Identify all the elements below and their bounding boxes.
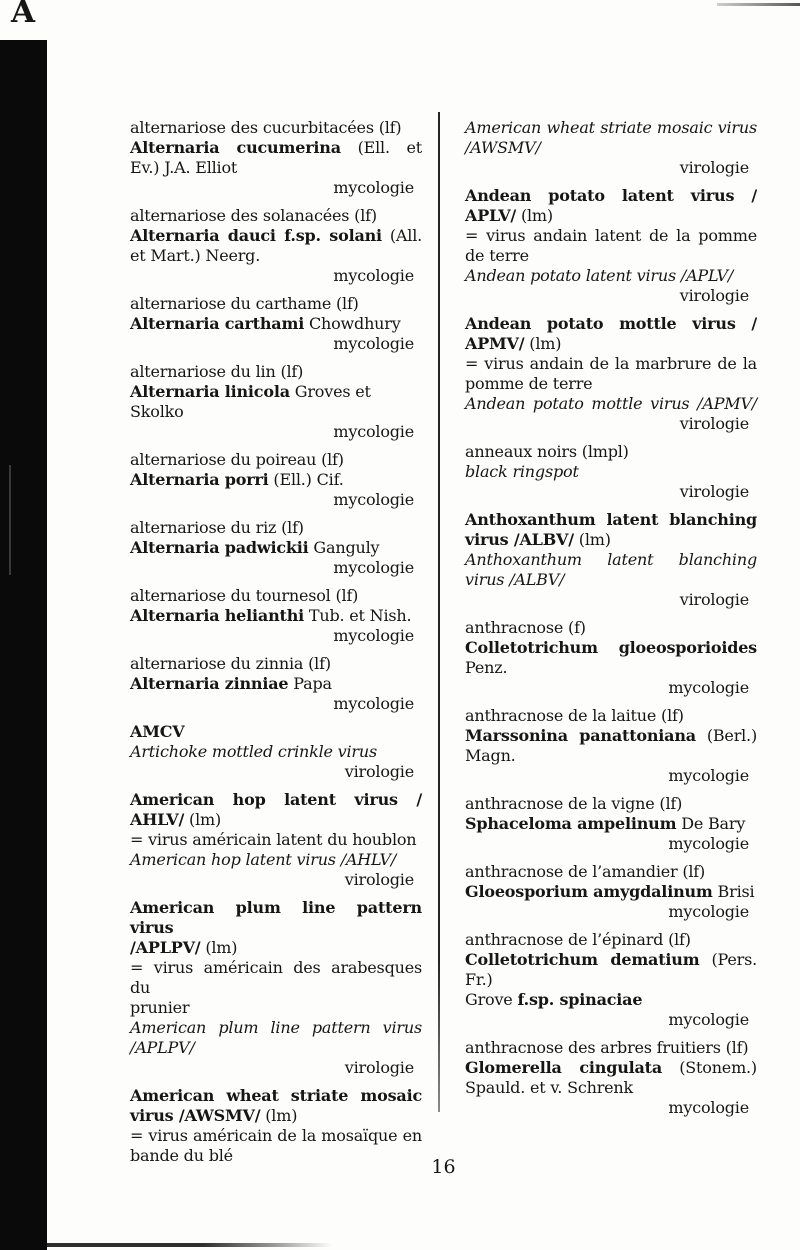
entry-text-line bbox=[465, 570, 757, 590]
text-segment: mycologie bbox=[333, 558, 414, 577]
text-segment: virologie bbox=[679, 414, 749, 433]
entry-text-line bbox=[465, 226, 757, 246]
text-segment: prunier bbox=[130, 998, 190, 1017]
text-segment: anthracnose des arbres fruitiers (lf) bbox=[465, 1038, 749, 1057]
entry-text-line bbox=[130, 470, 422, 490]
dictionary-entry bbox=[130, 362, 422, 442]
entry-field-label bbox=[465, 286, 757, 306]
text-segment: alternariose des solanacées (lf) bbox=[130, 206, 377, 225]
text-segment: AMCV bbox=[130, 722, 185, 741]
text-segment: Alternaria padwickii bbox=[130, 538, 309, 557]
text-segment: et Mart.) Neerg. bbox=[130, 246, 261, 265]
text-segment: mycologie bbox=[668, 902, 749, 921]
entry-field-label bbox=[130, 178, 422, 198]
text-segment: Tub. et Nish. bbox=[304, 606, 412, 625]
text-segment: American hop latent virus / bbox=[130, 790, 422, 809]
text-segment: (lm) bbox=[524, 334, 562, 353]
text-segment: (lm) bbox=[184, 810, 222, 829]
text-segment: alternariose du zinnia (lf) bbox=[130, 654, 331, 673]
text-segment: virologie bbox=[679, 482, 749, 501]
page-number: 16 bbox=[431, 1156, 456, 1178]
text-segment: anthracnose de la laitue (lf) bbox=[465, 706, 684, 725]
entry-text-line bbox=[465, 462, 757, 482]
text-segment: American plum line pattern virus bbox=[130, 898, 422, 937]
text-segment: Glomerella cingulata bbox=[465, 1058, 663, 1077]
entry-text-line bbox=[465, 862, 757, 882]
text-segment: mycologie bbox=[333, 626, 414, 645]
text-segment: Andean potato mottle virus /APMV/ bbox=[465, 394, 757, 413]
entry-field-label bbox=[130, 334, 422, 354]
text-segment: de terre bbox=[465, 246, 529, 265]
text-segment: mycologie bbox=[668, 1010, 749, 1029]
entry-text-line bbox=[465, 618, 757, 638]
text-segment: virologie bbox=[344, 1058, 414, 1077]
entry-text-line bbox=[465, 638, 757, 658]
text-segment: (Pers. Fr.) bbox=[465, 950, 758, 989]
entry-text-line bbox=[465, 726, 757, 746]
text-segment: Gloeosporium amygdalinum bbox=[465, 882, 713, 901]
entry-field-label bbox=[130, 1058, 422, 1078]
text-segment: virologie bbox=[679, 590, 749, 609]
dictionary-entry bbox=[130, 118, 422, 198]
text-segment: mycologie bbox=[668, 678, 749, 697]
text-segment: virologie bbox=[344, 870, 414, 889]
entry-text-line bbox=[130, 294, 422, 314]
dictionary-entry bbox=[130, 1086, 422, 1166]
entry-text-line bbox=[130, 246, 422, 266]
binding-shadow-bar bbox=[0, 40, 47, 1250]
entry-text-line bbox=[130, 538, 422, 558]
text-segment: Alternaria dauci f.sp. solani bbox=[130, 226, 382, 245]
text-segment: anneaux noirs (lmpl) bbox=[465, 442, 629, 461]
text-segment: virologie bbox=[679, 286, 749, 305]
text-segment: virus /ALBV/ bbox=[465, 570, 565, 589]
entry-text-line bbox=[130, 158, 422, 178]
entry-field-label bbox=[130, 558, 422, 578]
text-segment: Alternaria helianthi bbox=[130, 606, 305, 625]
dictionary-entry bbox=[130, 654, 422, 714]
text-segment: Colletotrichum gloeosporioides bbox=[465, 638, 757, 657]
text-segment: (lm) bbox=[573, 530, 611, 549]
dictionary-entry bbox=[130, 206, 422, 286]
text-segment: Marssonina panattoniana bbox=[465, 726, 696, 745]
text-segment: mycologie bbox=[668, 1098, 749, 1117]
text-segment: Sphaceloma ampelinum bbox=[465, 814, 677, 833]
text-segment: De Bary bbox=[676, 814, 746, 833]
text-segment: Andean potato mottle virus / bbox=[465, 314, 757, 333]
text-segment: American wheat striate mosaic bbox=[130, 1086, 422, 1105]
text-segment: mycologie bbox=[333, 178, 414, 197]
entry-field-label bbox=[130, 422, 422, 442]
dictionary-entry bbox=[465, 442, 757, 502]
entry-text-line bbox=[465, 990, 757, 1010]
entry-text-line bbox=[130, 674, 422, 694]
text-segment: (All. bbox=[381, 226, 422, 245]
entry-text-line bbox=[130, 898, 422, 938]
entry-text-line bbox=[465, 706, 757, 726]
entry-text-line bbox=[465, 138, 757, 158]
entry-text-line bbox=[130, 810, 422, 830]
entry-text-line bbox=[465, 334, 757, 354]
text-segment: Anthoxanthum latent blanching bbox=[465, 510, 757, 529]
text-segment: Anthoxanthum latent blanching bbox=[465, 550, 757, 569]
text-segment: = virus andain de la marbrure de la bbox=[465, 354, 757, 373]
entry-field-label bbox=[130, 626, 422, 646]
entry-field-label bbox=[465, 678, 757, 698]
entry-text-line bbox=[465, 1078, 757, 1098]
entry-text-line bbox=[130, 998, 422, 1018]
text-segment: (lm) bbox=[200, 938, 238, 957]
entry-text-line bbox=[130, 1018, 422, 1038]
entry-text-line bbox=[130, 958, 422, 998]
dictionary-entry bbox=[465, 1038, 757, 1118]
entry-field-label bbox=[130, 490, 422, 510]
entry-text-line bbox=[465, 186, 757, 206]
column-divider-rule bbox=[438, 112, 440, 1112]
text-segment: = virus américain latent du houblon bbox=[130, 830, 417, 849]
text-segment: Penz. bbox=[465, 658, 508, 677]
text-segment: APMV/ bbox=[465, 334, 525, 353]
entry-field-label bbox=[465, 834, 757, 854]
text-segment: (lm) bbox=[516, 206, 553, 225]
text-segment: virus /AWSMV/ bbox=[130, 1106, 261, 1125]
text-segment: mycologie bbox=[333, 334, 414, 353]
entry-text-line bbox=[465, 118, 757, 138]
dictionary-entry bbox=[465, 118, 757, 178]
text-segment: alternariose du carthame (lf) bbox=[130, 294, 359, 313]
entry-text-line bbox=[130, 314, 422, 334]
text-segment: Spauld. et v. Schrenk bbox=[465, 1078, 634, 1097]
text-segment: Andean potato latent virus / bbox=[465, 186, 757, 205]
dictionary-entry bbox=[130, 518, 422, 578]
entry-text-line bbox=[130, 206, 422, 226]
text-segment: /APLPV/ bbox=[130, 1038, 195, 1057]
text-segment: (Ell.) Cif. bbox=[268, 470, 344, 489]
text-segment: alternariose des cucurbitacées (lf) bbox=[130, 118, 402, 137]
text-segment: Alternaria porri bbox=[130, 470, 269, 489]
entry-text-line bbox=[465, 930, 757, 950]
text-segment: bande du blé bbox=[130, 1146, 233, 1165]
text-segment: Chowdhury bbox=[304, 314, 401, 333]
entry-text-line bbox=[130, 138, 422, 158]
dictionary-entry bbox=[130, 790, 422, 890]
dictionary-entry bbox=[130, 722, 422, 782]
dictionary-entry bbox=[465, 862, 757, 922]
entry-text-line bbox=[465, 266, 757, 286]
text-segment: mycologie bbox=[333, 422, 414, 441]
text-segment: Artichoke mottled crinkle virus bbox=[130, 742, 377, 761]
entry-text-line bbox=[465, 314, 757, 334]
text-segment: Ev.) J.A. Elliot bbox=[130, 158, 238, 177]
entry-field-label bbox=[465, 414, 757, 434]
text-segment: Alternaria cucumerina bbox=[130, 138, 341, 157]
entry-text-line bbox=[130, 742, 422, 762]
text-segment: Papa bbox=[288, 674, 332, 693]
text-segment: mycologie bbox=[333, 266, 414, 285]
text-segment: mycologie bbox=[668, 766, 749, 785]
entry-text-line bbox=[130, 722, 422, 742]
dictionary-column-left bbox=[130, 118, 422, 1174]
entry-text-line bbox=[465, 746, 757, 766]
entry-text-line bbox=[465, 530, 757, 550]
text-segment: AHLV/ bbox=[130, 810, 185, 829]
text-segment: alternariose du riz (lf) bbox=[130, 518, 304, 537]
text-segment: /APLPV/ bbox=[130, 938, 201, 957]
text-segment: Alternaria linicola bbox=[130, 382, 290, 401]
entry-text-line bbox=[465, 814, 757, 834]
text-segment: virus /ALBV/ bbox=[465, 530, 574, 549]
dictionary-entry bbox=[465, 706, 757, 786]
text-segment: virologie bbox=[344, 762, 414, 781]
text-segment: anthracnose de l’épinard (lf) bbox=[465, 930, 691, 949]
entry-text-line bbox=[465, 1038, 757, 1058]
dictionary-entry bbox=[130, 450, 422, 510]
entry-field-label bbox=[130, 762, 422, 782]
text-segment: American hop latent virus /AHLV/ bbox=[130, 850, 397, 869]
dictionary-entry bbox=[130, 898, 422, 1078]
text-segment: Alternaria carthami bbox=[130, 314, 305, 333]
entry-text-line bbox=[130, 606, 422, 626]
text-segment: = virus américain de la mosaïque en bbox=[130, 1126, 422, 1145]
text-segment: (Ell. et bbox=[340, 138, 423, 157]
text-segment: American wheat striate mosaic virus bbox=[465, 118, 757, 137]
text-segment: virologie bbox=[679, 158, 749, 177]
text-segment: /AWSMV/ bbox=[465, 138, 541, 157]
dictionary-entry bbox=[465, 618, 757, 698]
dictionary-entry bbox=[465, 510, 757, 610]
text-segment: Magn. bbox=[465, 746, 516, 765]
entry-text-line bbox=[130, 1086, 422, 1106]
entry-text-line bbox=[130, 382, 422, 422]
text-segment: pomme de terre bbox=[465, 374, 593, 393]
entry-text-line bbox=[130, 1106, 422, 1126]
entry-field-label bbox=[465, 766, 757, 786]
entry-text-line bbox=[465, 442, 757, 462]
entry-text-line bbox=[130, 362, 422, 382]
scan-edge-line-bottom bbox=[47, 1243, 332, 1247]
entry-text-line bbox=[130, 790, 422, 810]
dictionary-column-right bbox=[465, 118, 757, 1126]
entry-text-line bbox=[465, 394, 757, 414]
text-segment: (Berl.) bbox=[695, 726, 757, 745]
section-letter: A bbox=[11, 0, 36, 30]
entry-text-line bbox=[465, 246, 757, 266]
dictionary-entry bbox=[465, 794, 757, 854]
entry-text-line bbox=[465, 510, 757, 530]
scan-edge-line-top bbox=[717, 3, 800, 6]
entry-text-line bbox=[130, 938, 422, 958]
text-segment: Groves et Skolko bbox=[130, 382, 371, 421]
entry-text-line bbox=[465, 354, 757, 374]
entry-field-label bbox=[465, 1098, 757, 1118]
dictionary-entry bbox=[465, 930, 757, 1030]
dictionary-entry bbox=[130, 294, 422, 354]
text-segment: APLV/ bbox=[465, 206, 517, 225]
text-segment: Grove bbox=[465, 990, 518, 1009]
entry-field-label bbox=[130, 266, 422, 286]
text-segment: alternariose du lin (lf) bbox=[130, 362, 304, 381]
entry-field-label bbox=[465, 902, 757, 922]
scan-artifact-streak bbox=[9, 465, 11, 575]
entry-text-line bbox=[130, 518, 422, 538]
text-segment: anthracnose de la vigne (lf) bbox=[465, 794, 683, 813]
text-segment: Brisi bbox=[712, 882, 755, 901]
text-segment: Andean potato latent virus /APLV/ bbox=[465, 266, 734, 285]
entry-text-line bbox=[130, 830, 422, 850]
entry-text-line bbox=[130, 226, 422, 246]
text-segment: anthracnose de l’amandier (lf) bbox=[465, 862, 706, 881]
text-segment: mycologie bbox=[668, 834, 749, 853]
dictionary-entry bbox=[465, 314, 757, 434]
entry-text-line bbox=[465, 882, 757, 902]
entry-text-line bbox=[465, 950, 757, 990]
entry-text-line bbox=[130, 1038, 422, 1058]
entry-text-line bbox=[130, 850, 422, 870]
text-segment: Alternaria zinniae bbox=[130, 674, 289, 693]
entry-field-label bbox=[130, 870, 422, 890]
text-segment: (lm) bbox=[260, 1106, 298, 1125]
text-segment: alternariose du poireau (lf) bbox=[130, 450, 344, 469]
entry-text-line bbox=[130, 1126, 422, 1146]
text-segment: = virus américain des arabesques du bbox=[130, 958, 422, 997]
entry-text-line bbox=[130, 118, 422, 138]
entry-field-label bbox=[465, 1010, 757, 1030]
entry-text-line bbox=[465, 794, 757, 814]
text-segment: anthracnose (f) bbox=[465, 618, 586, 637]
entry-text-line bbox=[130, 654, 422, 674]
dictionary-entry bbox=[465, 186, 757, 306]
entry-text-line bbox=[465, 550, 757, 570]
text-segment: f.sp. spinaciae bbox=[517, 990, 643, 1009]
entry-field-label bbox=[465, 158, 757, 178]
text-segment: Ganguly bbox=[308, 538, 380, 557]
entry-text-line bbox=[130, 450, 422, 470]
text-segment: American plum line pattern virus bbox=[130, 1018, 422, 1037]
dictionary-entry bbox=[130, 586, 422, 646]
text-segment: = virus andain latent de la pomme bbox=[465, 226, 757, 245]
entry-text-line bbox=[465, 374, 757, 394]
entry-field-label bbox=[465, 590, 757, 610]
entry-text-line bbox=[130, 586, 422, 606]
text-segment: (Stonem.) bbox=[662, 1058, 757, 1077]
text-segment: mycologie bbox=[333, 490, 414, 509]
text-segment: black ringspot bbox=[465, 462, 579, 481]
entry-text-line bbox=[465, 1058, 757, 1078]
text-segment: Colletotrichum dematium bbox=[465, 950, 700, 969]
entry-text-line bbox=[465, 658, 757, 678]
entry-field-label bbox=[465, 482, 757, 502]
entry-text-line bbox=[465, 206, 757, 226]
text-segment: alternariose du tournesol (lf) bbox=[130, 586, 359, 605]
entry-field-label bbox=[130, 694, 422, 714]
text-segment: mycologie bbox=[333, 694, 414, 713]
